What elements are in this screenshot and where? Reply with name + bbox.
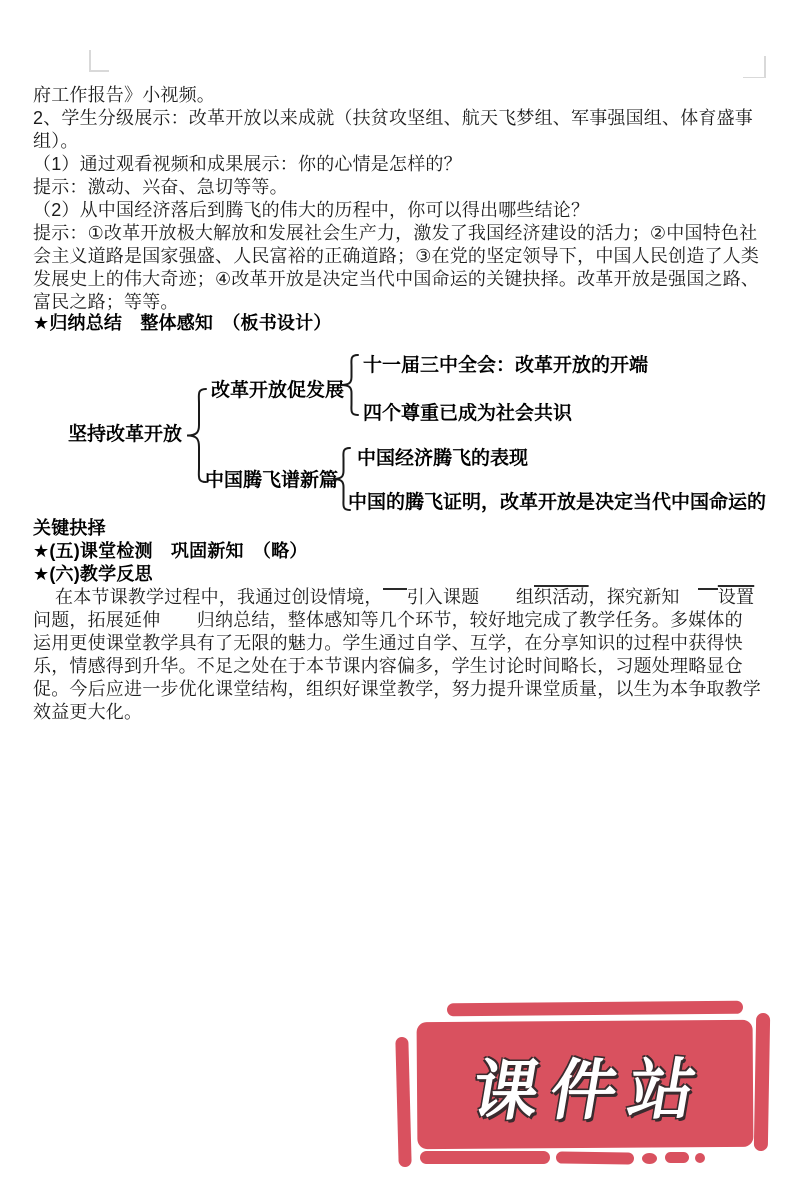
overstrike-dash-mark: [383, 588, 407, 603]
text-boundary-mark-topright-h: [743, 77, 765, 79]
stamp-background: [417, 1020, 754, 1149]
stamp-label: 课件站: [466, 1052, 714, 1128]
stamp-border-stroke: [395, 1037, 411, 1167]
body-line: （2）从中国经济落后到腾飞的伟大的历程中，你可以得出哪些结论？: [33, 200, 590, 220]
diagram-root-label: 坚持改革开放: [68, 424, 183, 445]
text-boundary-mark-topleft: [89, 50, 91, 72]
stamp-border-stroke: [420, 1151, 550, 1164]
reflection-line: 效益更大化。: [33, 702, 143, 722]
reflection-line: [33, 586, 754, 609]
reflection-text: 组: [515, 587, 535, 607]
stamp-border-stroke: [754, 1013, 770, 1151]
reflection-line: 促。今后应进一步优化课堂结构，组织好课堂教学，努力提升课堂质量，以生为本争取教学: [33, 679, 761, 699]
reflection-text: 在本节课教学过程中，我通过创设情境，: [55, 587, 383, 607]
reflection-line: 问题，拓展延伸 归纳总结，整体感知等几个环节，较好地完成了教学任务。多媒体的: [33, 610, 743, 630]
diagram-leaf: 四个尊重已成为社会共识: [363, 403, 573, 424]
stamp-border-stroke: [695, 1153, 705, 1163]
stamp-border-stroke: [556, 1151, 634, 1164]
stamp-border-stroke: [665, 1152, 689, 1163]
diagram-continuation: 关键抉择: [33, 518, 106, 538]
reflection-text-struck: 织活动: [534, 587, 589, 607]
body-line: 发展史上的伟大奇迹；④改革开放是决定当代中国命运的关键抉择。改革开放是强国之路、: [33, 269, 760, 289]
reflection-line: 运用更使课堂教学具有了无限的魅力。学生通过自学、互学，在分享知识的过程中获得快: [33, 633, 743, 653]
body-line: 2、学生分级展示：改革开放以来成就（扶贫攻坚组、航天飞梦组、军事强国组、体育盛事: [33, 108, 754, 128]
reflection-line: 乐，情感得到升华。不足之处在于本节课内容偏多，学生讨论时间略长，习题处理略显仓: [33, 656, 743, 676]
body-line: 府工作报告》小视频。: [33, 85, 215, 105]
overstrike-dash-mark: [698, 588, 718, 603]
brace-sub-1: [338, 353, 360, 417]
kejianzhan-watermark-stamp: [393, 993, 775, 1175]
body-line: 会主义道路是国家强盛、人民富裕的正确道路；③在党的坚定领导下，中国人民创造了人类: [33, 246, 760, 266]
body-line: 富民之路；等等。: [33, 292, 179, 312]
body-line: 组）。: [33, 131, 79, 151]
diagram-leaf: 十一届三中全会：改革开放的开端: [363, 355, 649, 376]
body-line: 提示：①改革开放极大解放和发展社会生产力，激发了我国经济建设的活力；②中国特色社: [33, 223, 758, 243]
heading-board-design: ★归纳总结 整体感知 （板书设计）: [33, 313, 332, 333]
stamp-border-stroke: [642, 1153, 657, 1164]
text-boundary-mark-topright: [764, 56, 766, 78]
diagram-branch2-label: 中国腾飞谱新篇: [205, 470, 339, 491]
reflection-text-struck: 设置: [717, 587, 755, 607]
heading-teaching-reflection: ★(六)教学反思: [33, 564, 153, 584]
diagram-leaf: 中国的腾飞证明，改革开放是决定当代中国命运的: [348, 492, 767, 513]
body-line: 提示：激动、兴奋、急切等等。: [33, 177, 288, 197]
diagram-leaf: 中国经济腾飞的表现: [357, 448, 529, 469]
heading-class-test: ★(五)课堂检测 巩固新知 （略）: [33, 541, 308, 561]
reflection-text: ，探究新知: [588, 587, 698, 607]
reflection-text: 引入课题: [406, 587, 516, 607]
diagram-branch1-label: 改革开放促发展: [211, 380, 345, 401]
body-line: （1）通过观看视频和成果展示：你的心情是怎样的？: [33, 154, 462, 174]
stamp-border-stroke: [447, 1001, 743, 1017]
text-boundary-mark-topleft-h: [89, 70, 109, 72]
